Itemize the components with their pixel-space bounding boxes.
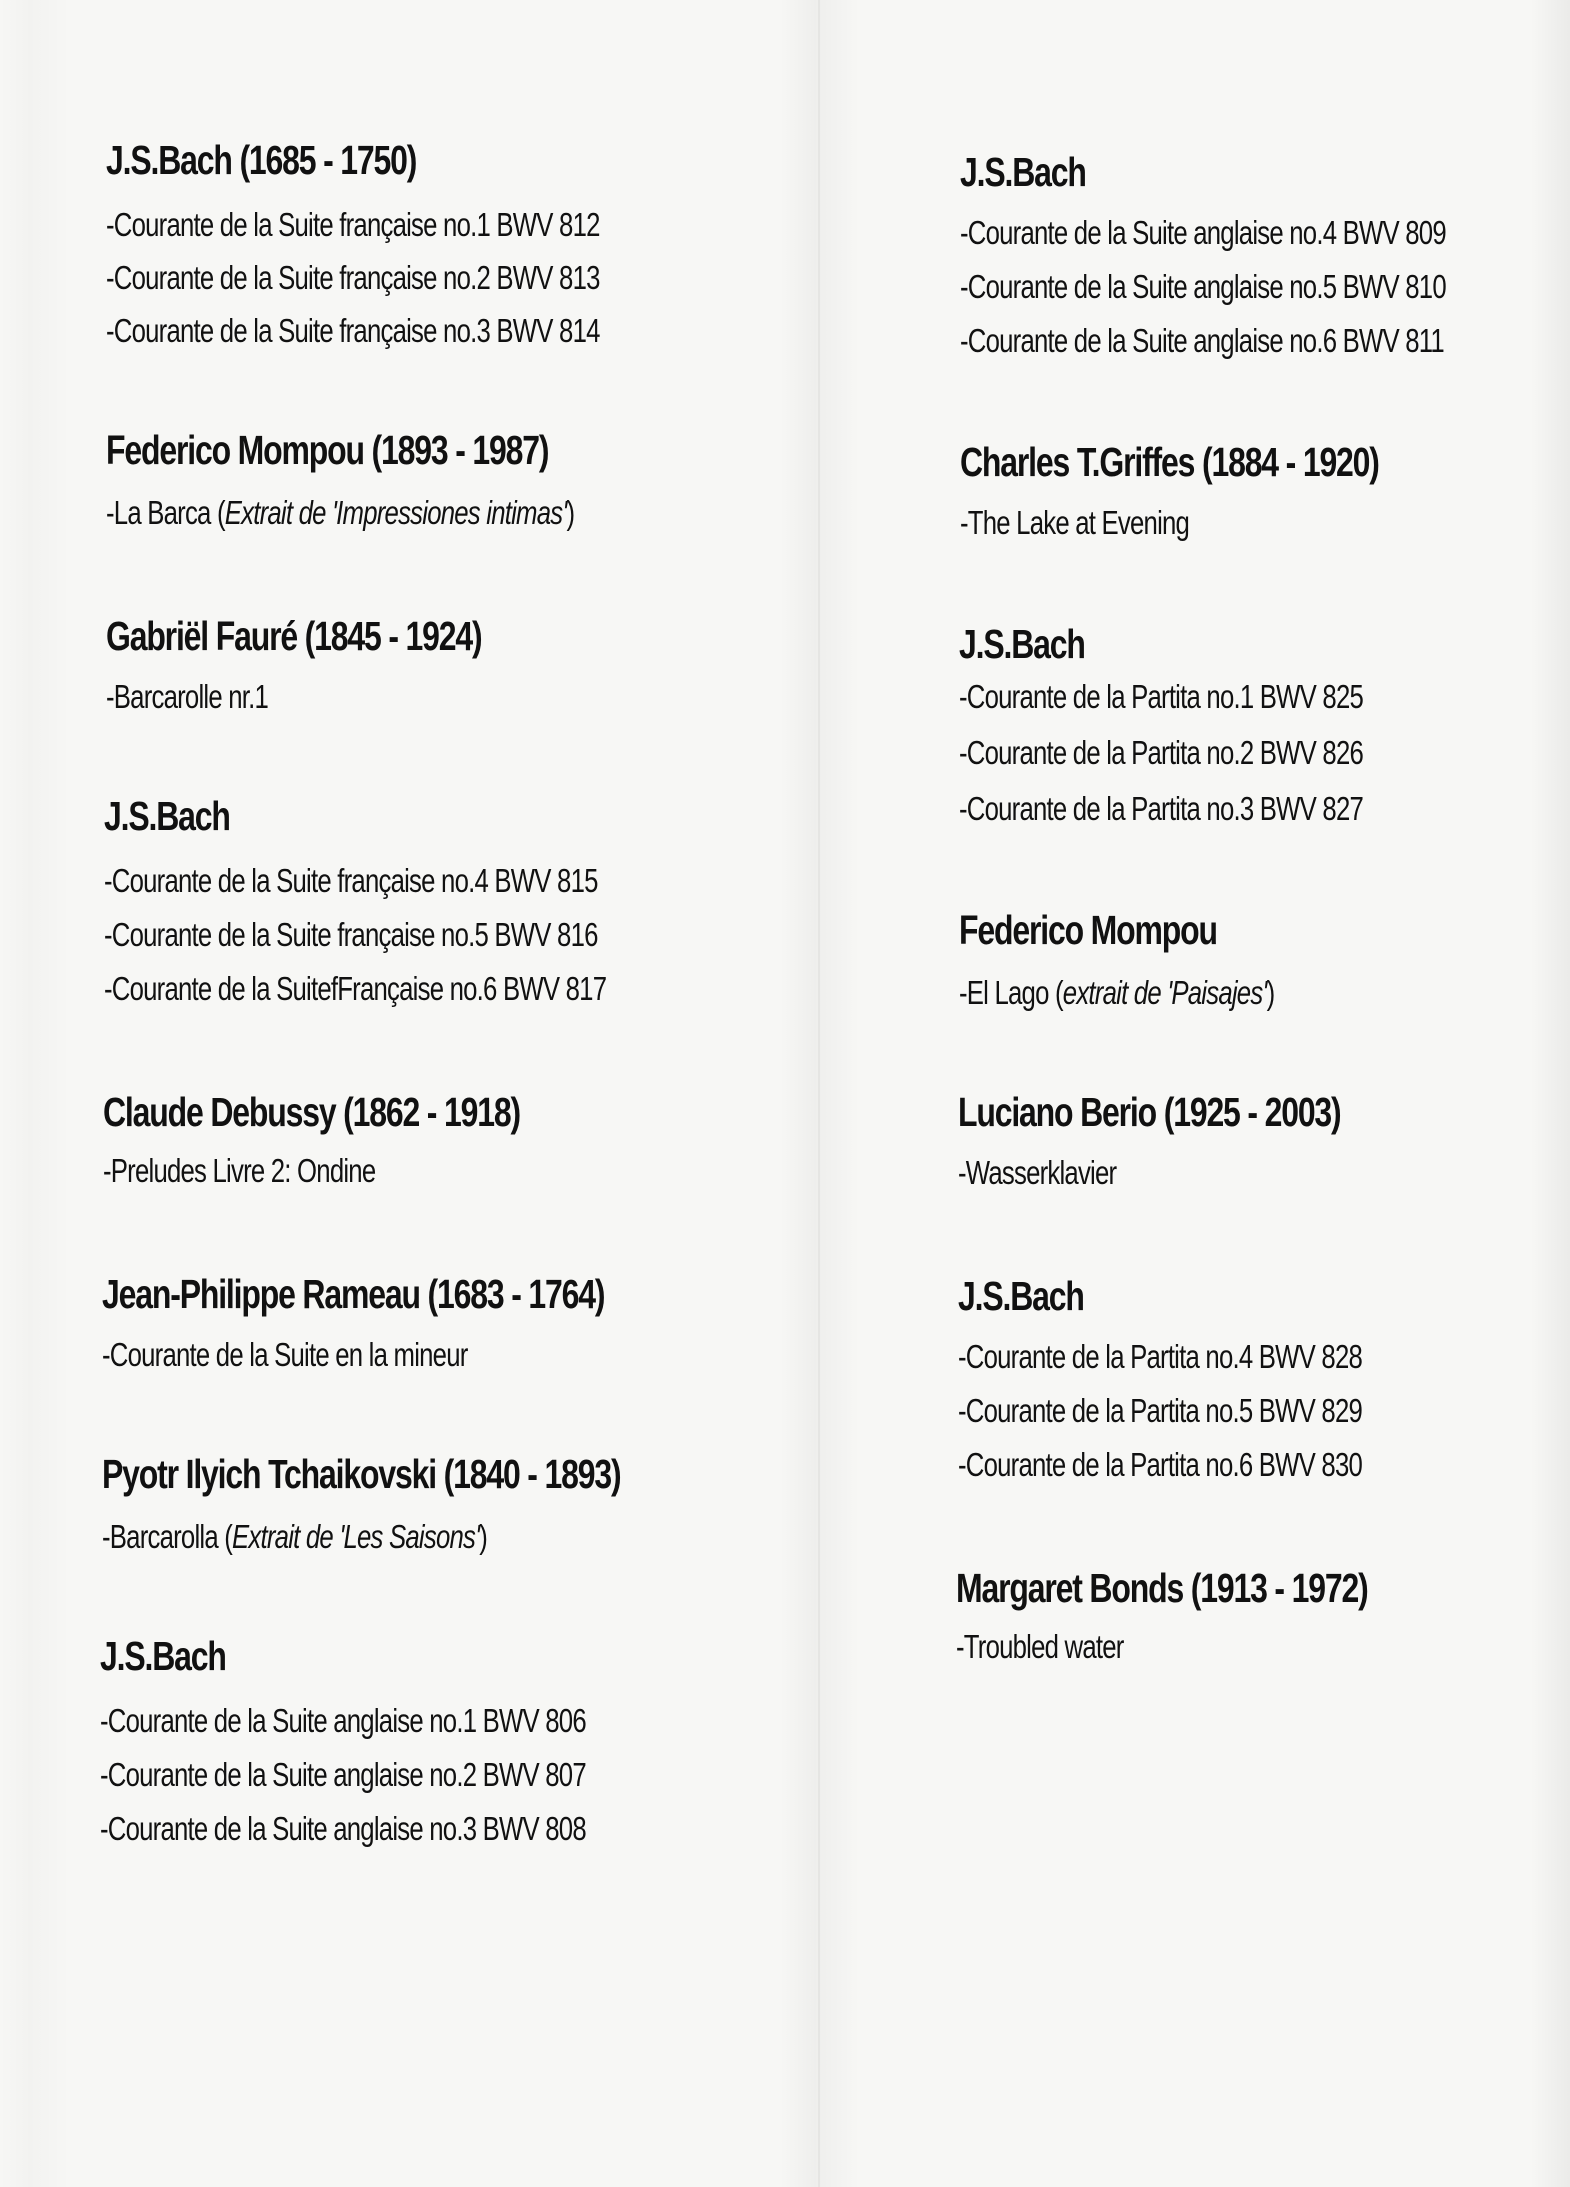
work-item: -Courante de la Suite anglaise no.5 BWV 810 [960, 268, 1446, 305]
composer-heading: Gabriël Fauré (1845 - 1924) [106, 613, 482, 659]
work-item: -Courante de la Suite anglaise no.4 BWV 809 [960, 214, 1446, 251]
work-item: -Courante de la Partita no.3 BWV 827 [959, 790, 1364, 827]
work-close: ) [1266, 974, 1275, 1011]
composer-heading: J.S.Bach [104, 793, 230, 839]
work-item: -Courante de la Suite française no.1 BWV 812 [106, 206, 600, 243]
work-item [102, 1520, 487, 1553]
work-item: -Barcarolle nr.1 [106, 678, 269, 715]
page-fold [818, 0, 820, 2187]
work-item: -Wasserklavier [958, 1154, 1117, 1191]
work-item [106, 496, 574, 529]
work-close: ) [566, 494, 575, 531]
work-item: -Courante de la Partita no.6 BWV 830 [958, 1446, 1363, 1483]
work-item: -Courante de la Partita no.1 BWV 825 [959, 678, 1364, 715]
work-source: Extrait de 'Impressiones intimas' [224, 494, 567, 531]
work-item: -Courante de la Suite anglaise no.1 BWV 806 [100, 1702, 586, 1739]
composer-heading: Luciano Berio (1925 - 2003) [958, 1089, 1341, 1135]
work-item: -Courante de la Suite française no.4 BWV 815 [104, 862, 598, 899]
composer-heading: J.S.Bach [959, 621, 1085, 667]
work-item: -Courante de la Suite française no.3 BWV 814 [106, 312, 600, 349]
work-item [959, 976, 1274, 1009]
work-item: -Courante de la Partita no.4 BWV 828 [958, 1338, 1363, 1375]
work-title: -Barcarolla ( [102, 1518, 233, 1555]
composer-heading: Federico Mompou [959, 907, 1217, 953]
composer-heading: Pyotr Ilyich Tchaikovski (1840 - 1893) [102, 1451, 621, 1497]
composer-heading: J.S.Bach [960, 149, 1086, 195]
work-item: -Troubled water [956, 1628, 1124, 1665]
composer-heading: J.S.Bach (1685 - 1750) [106, 137, 417, 183]
work-item: -Courante de la Suite française no.2 BWV 813 [106, 259, 600, 296]
work-item: -Courante de la Suite anglaise no.3 BWV 808 [100, 1810, 586, 1847]
work-item: -Courante de la Suite en la mineur [102, 1336, 468, 1373]
work-item: -Courante de la Partita no.2 BWV 826 [959, 734, 1364, 771]
composer-heading: Claude Debussy (1862 - 1918) [103, 1089, 520, 1135]
composer-heading: Federico Mompou (1893 - 1987) [106, 427, 549, 473]
work-item: -Courante de la Suite anglaise no.6 BWV 811 [960, 322, 1444, 359]
work-item: -Courante de la Suite anglaise no.2 BWV 807 [100, 1756, 586, 1793]
composer-heading: J.S.Bach [958, 1273, 1084, 1319]
work-item: -The Lake at Evening [960, 504, 1190, 541]
composer-heading: Margaret Bonds (1913 - 1972) [956, 1565, 1368, 1611]
composer-heading: Charles T.Griffes (1884 - 1920) [960, 439, 1379, 485]
work-close: ) [479, 1518, 488, 1555]
work-item: -Courante de la Suite française no.5 BWV 816 [104, 916, 598, 953]
work-item: -Preludes Livre 2: Ondine [103, 1152, 376, 1189]
work-item: -Courante de la Partita no.5 BWV 829 [958, 1392, 1363, 1429]
composer-heading: Jean-Philippe Rameau (1683 - 1764) [102, 1271, 605, 1317]
composer-heading: J.S.Bach [100, 1633, 226, 1679]
work-source: extrait de 'Paisajes' [1062, 974, 1267, 1011]
work-source: Extrait de 'Les Saisons' [232, 1518, 480, 1555]
work-title: -El Lago ( [959, 974, 1063, 1011]
work-title: -La Barca ( [106, 494, 225, 531]
work-item: -Courante de la SuitefFrançaise no.6 BWV 817 [104, 970, 607, 1007]
